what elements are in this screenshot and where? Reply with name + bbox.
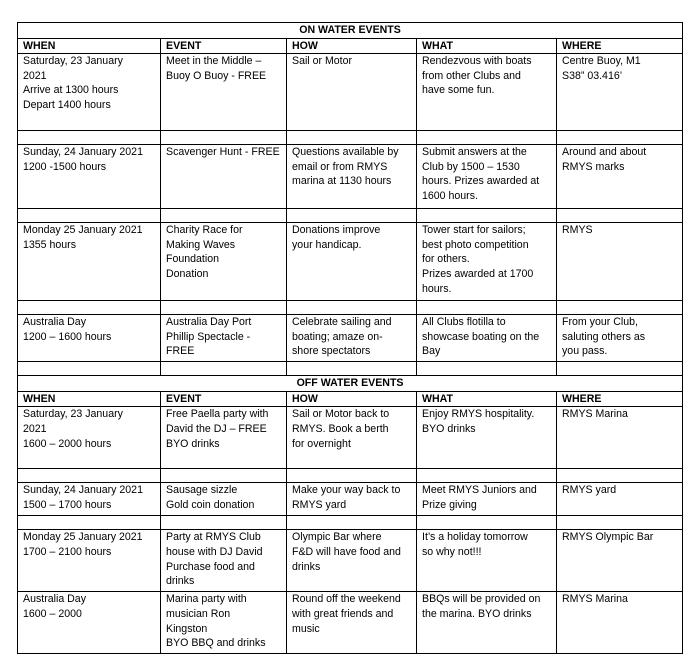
cell-event: Sausage sizzle Gold coin donation — [161, 483, 287, 516]
spacer-row — [18, 131, 683, 145]
on-water-title: ON WATER EVENTS — [18, 23, 683, 39]
cell-what: Rendezvous with boats from other Clubs and have some fun. — [417, 54, 557, 131]
table-row — [18, 483, 683, 516]
cell-when: Australia Day 1600 – 2000 — [18, 592, 161, 654]
off-water-header-row — [18, 391, 683, 407]
table-row — [18, 315, 683, 362]
events-table — [17, 22, 683, 654]
spacer-row — [18, 516, 683, 530]
cell-when: Saturday, 23 January 2021 Arrive at 1300 hours Depart 1400 hours — [18, 54, 161, 131]
header-how: HOW — [287, 391, 417, 407]
cell-event: Scavenger Hunt - FREE — [161, 145, 287, 209]
cell-where: RMYS Olympic Bar — [557, 530, 683, 592]
cell-when: Monday 25 January 2021 1355 hours — [18, 223, 161, 301]
cell-what: All Clubs flotilla to showcase boating on the Bay — [417, 315, 557, 362]
on-water-header-row — [18, 38, 683, 54]
cell-where: From your Club, saluting others as you pass. — [557, 315, 683, 362]
cell-how: Sail or Motor back to RMYS. Book a berth for overnight — [287, 407, 417, 469]
header-event: EVENT — [161, 38, 287, 54]
header-how: HOW — [287, 38, 417, 54]
cell-event: Australia Day Port Phillip Spectacle - FREE — [161, 315, 287, 362]
cell-when: Saturday, 23 January 2021 1600 – 2000 hours — [18, 407, 161, 469]
cell-where: RMYS — [557, 223, 683, 301]
cell-how: Olympic Bar where F&D will have food and drinks — [287, 530, 417, 592]
cell-when: Sunday, 24 January 2021 1200 -1500 hours — [18, 145, 161, 209]
off-water-title-row — [18, 376, 683, 392]
cell-what: It’s a holiday tomorrow so why not!!! — [417, 530, 557, 592]
cell-how: Celebrate sailing and boating; amaze on- shore spectators — [287, 315, 417, 362]
table-row — [18, 54, 683, 131]
on-water-title-row — [18, 23, 683, 39]
cell-what: Meet RMYS Juniors and Prize giving — [417, 483, 557, 516]
cell-what: BBQs will be provided on the marina. BYO drinks — [417, 592, 557, 654]
cell-where: Around and about RMYS marks — [557, 145, 683, 209]
cell-where: RMYS Marina — [557, 407, 683, 469]
cell-where: RMYS Marina — [557, 592, 683, 654]
header-what: WHAT — [417, 38, 557, 54]
cell-event: Party at RMYS Club house with DJ David Purchase food and drinks — [161, 530, 287, 592]
header-where: WHERE — [557, 391, 683, 407]
cell-when: Australia Day 1200 – 1600 hours — [18, 315, 161, 362]
cell-event: Meet in the Middle – Buoy O Buoy - FREE — [161, 54, 287, 131]
table-row — [18, 145, 683, 209]
spacer-row — [18, 209, 683, 223]
cell-how: Donations improve your handicap. — [287, 223, 417, 301]
cell-when: Sunday, 24 January 2021 1500 – 1700 hours — [18, 483, 161, 516]
cell-how: Make your way back to RMYS yard — [287, 483, 417, 516]
header-what: WHAT — [417, 391, 557, 407]
header-event: EVENT — [161, 391, 287, 407]
table-row — [18, 223, 683, 301]
cell-how: Round off the weekend with great friends and music — [287, 592, 417, 654]
table-row — [18, 530, 683, 592]
cell-where: RMYS yard — [557, 483, 683, 516]
header-where: WHERE — [557, 38, 683, 54]
spacer-row — [18, 362, 683, 376]
spacer-row — [18, 301, 683, 315]
cell-event: Marina party with musician Ron Kingston BYO BBQ and drinks — [161, 592, 287, 654]
table-row — [18, 592, 683, 654]
header-when: WHEN — [18, 391, 161, 407]
table-row — [18, 407, 683, 469]
cell-what: Enjoy RMYS hospitality. BYO drinks — [417, 407, 557, 469]
header-when: WHEN — [18, 38, 161, 54]
cell-event: Charity Race for Making Waves Foundation Donation — [161, 223, 287, 301]
cell-how: Sail or Motor — [287, 54, 417, 131]
cell-when: Monday 25 January 2021 1700 – 2100 hours — [18, 530, 161, 592]
cell-event: Free Paella party with David the DJ – FREE BYO drinks — [161, 407, 287, 469]
cell-what: Submit answers at the Club by 1500 – 1530 hours. Prizes awarded at 1600 hours. — [417, 145, 557, 209]
cell-what: Tower start for sailors; best photo competition for others. Prizes awarded at 1700 hours. — [417, 223, 557, 301]
cell-how: Questions available by email or from RMYS marina at 1130 hours — [287, 145, 417, 209]
off-water-title: OFF WATER EVENTS — [18, 376, 683, 392]
cell-where: Centre Buoy, M1 S38” 03.416’ — [557, 54, 683, 131]
spacer-row — [18, 469, 683, 483]
